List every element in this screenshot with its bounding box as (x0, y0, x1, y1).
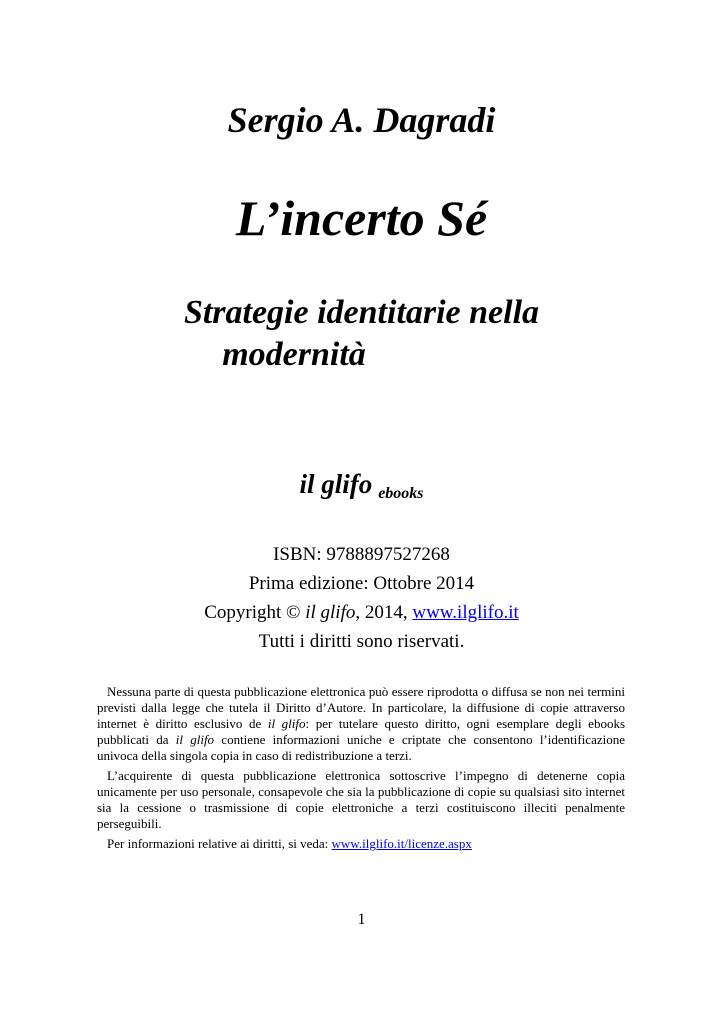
isbn: ISBN: 9788897527268 (273, 544, 450, 565)
legal-text: Per informazioni relative ai diritti, si veda: (107, 836, 332, 851)
publisher-name (0, 464, 723, 509)
publication-info (0, 540, 723, 656)
legal-notice (97, 684, 625, 856)
subtitle-line-2: modernità (222, 336, 366, 373)
legal-publisher-ref: il glifo (175, 732, 215, 747)
copyright-line (0, 598, 723, 627)
copyright-year: , 2014, (355, 602, 413, 623)
legal-publisher-ref: il glifo (267, 716, 306, 731)
website-link[interactable]: www.ilglifo.it (412, 602, 519, 623)
subtitle-line-1: Strategie identitarie nella (183, 294, 540, 331)
book-subtitle (0, 292, 723, 376)
legal-paragraph-3 (97, 836, 625, 852)
legal-paragraph-1 (97, 684, 625, 764)
edition: Prima edizione: Ottobre 2014 (248, 573, 475, 594)
copyright-publisher: il glifo (305, 602, 356, 623)
author-name: Sergio A. Dagradi (227, 100, 496, 140)
book-title: L’incerto Sé (235, 190, 488, 246)
rights-statement: Tutti i diritti sono riservati. (258, 631, 465, 652)
page-number: 1 (357, 911, 366, 928)
license-link[interactable]: www.ilglifo.it/licenze.aspx (331, 836, 472, 851)
legal-text: contiene informazioni uniche e criptate che consentono l’identificazione univoca della singola copia in caso di redistribuzione a terzi. (97, 732, 626, 763)
legal-paragraph-2: L’acquirente di questa pubblicazione elettronica sottoscrive l’impegno di detenerne copia unicamente per uso personale, consapevole che sia la pubblicazione di copie su qualsiasi sito internet sia la cessione o trasmissione di copie elettroniche a terzi costituiscono illeciti penalmente perseguibili. (97, 768, 625, 831)
copyright-prefix: Copyright © (204, 602, 306, 623)
publisher-suffix: ebooks (378, 485, 424, 502)
legal-text: : per tutelare questo diritto, ogni esemplare degli ebooks pubblicati da (97, 716, 626, 747)
publisher-label: il glifo (299, 469, 373, 499)
legal-text: Nessuna parte di questa pubblicazione elettronica può essere riprodotta o diffusa se non nei termini previsti dalla legge che tutela il Diritto d’Autore. In particolare, la diffusione di copie attraverso internet è diritto esclusivo de (97, 684, 625, 731)
